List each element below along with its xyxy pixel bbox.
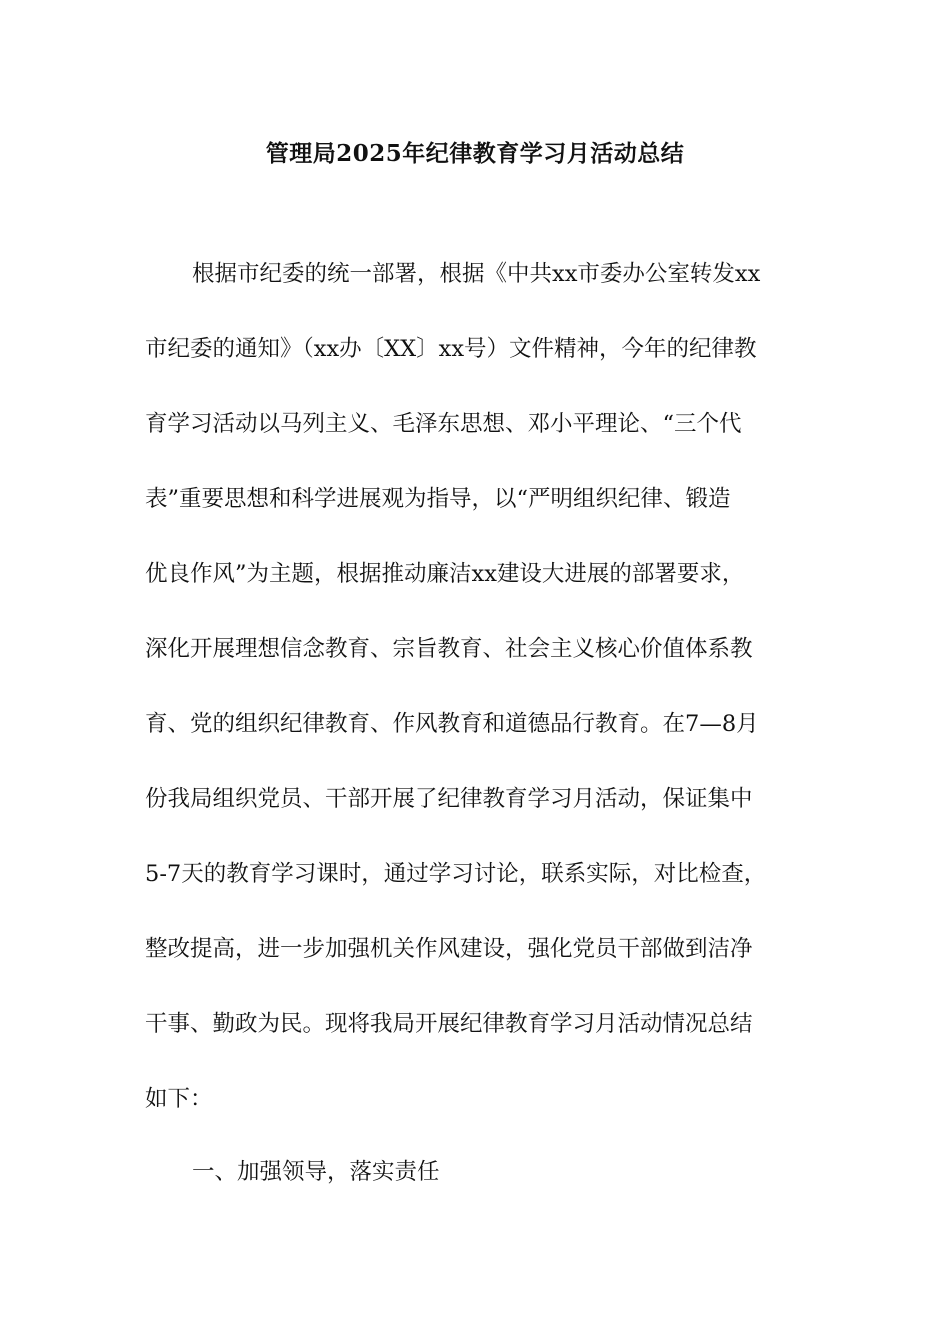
paragraph-line-7: 育、党的组织纪律教育、作风教育和道德品行教育。在7—8月: [145, 711, 759, 737]
paragraph-line-9: 5-7天的教育学习课时，通过学习讨论，联系实际，对比检查，: [145, 861, 767, 887]
section-heading: 一、加强领导，落实责任: [192, 1159, 440, 1185]
paragraph-line-12: 如下：: [145, 1086, 213, 1112]
paragraph-line-2: 市纪委的通知》（xx办〔XX〕xx号）文件精神，今年的纪律教: [145, 336, 757, 362]
paragraph-line-4: 表”重要思想和科学进展观为指导，以“严明组织纪律、锻造: [145, 486, 731, 512]
paragraph-line-11: 干事、勤政为民。现将我局开展纪律教育学习月活动情况总结: [145, 1011, 753, 1037]
paragraph-line-3: 育学习活动以马列主义、毛泽东思想、邓小平理论、“三个代: [145, 411, 742, 437]
document-title: 管理局2025年纪律教育学习月活动总结: [265, 140, 685, 167]
paragraph-line-6: 深化开展理想信念教育、宗旨教育、社会主义核心价值体系教: [145, 636, 753, 662]
paragraph-line-5: 优良作风”为主题，根据推动廉洁xx建设大进展的部署要求，: [145, 561, 745, 587]
paragraph-line-8: 份我局组织党员、干部开展了纪律教育学习月活动，保证集中: [145, 786, 753, 812]
paragraph-line-10: 整改提高，进一步加强机关作风建设，强化党员干部做到洁净: [145, 936, 753, 962]
paragraph-line-1: 根据市纪委的统一部署，根据《中共xx市委办公室转发xx: [192, 261, 761, 287]
